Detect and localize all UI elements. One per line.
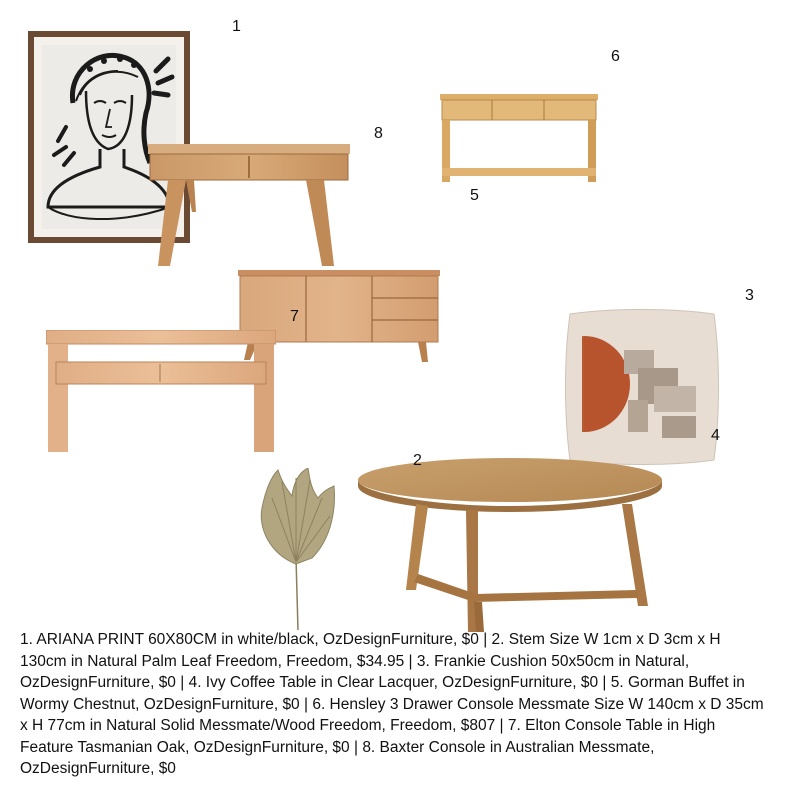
label-7: 7 — [290, 308, 299, 325]
label-1: 1 — [232, 18, 241, 35]
label-8: 8 — [374, 125, 383, 142]
palm-stem-image — [252, 468, 338, 630]
product-caption: 1. ARIANA PRINT 60X80CM in white/black, OzDesignFurniture, $0 | 2. Stem Size W 1cm x D 3cm x H 130cm in Natural Palm Leaf Freedom, Freedom, $34.95 | 3. Frankie Cushion 50x50cm in Natural, OzDesignFurniture, $0 | 4. Ivy Coffee Table in Clear Lacquer, OzDesignFurniture, $0 | 5. Gorman Buffet in Wormy Chestnut, OzDesignFurniture, $0 | 6. Hensley 3 Drawer Console Messmate Size W 140cm x D 35cm x H 77cm in Natural Solid Messmate/Wood Freedom, Freedom, $807 | 7. Elton Console Table in High Feature Tasmanian Oak, OzDesignFurniture, $0 | 8. Baxter Console in Australian Messmate, OzDesignFurniture, $0 — [20, 631, 764, 777]
ivy-coffee-table-image — [356, 456, 664, 634]
frankie-cushion-image — [562, 308, 722, 466]
label-4: 4 — [711, 427, 720, 444]
baxter-console-image — [146, 142, 352, 268]
label-3: 3 — [745, 287, 754, 304]
elton-console-image — [46, 330, 276, 454]
label-6: 6 — [611, 48, 620, 65]
label-5: 5 — [470, 187, 479, 204]
hensley-console-image — [440, 94, 598, 184]
label-2: 2 — [413, 452, 422, 469]
